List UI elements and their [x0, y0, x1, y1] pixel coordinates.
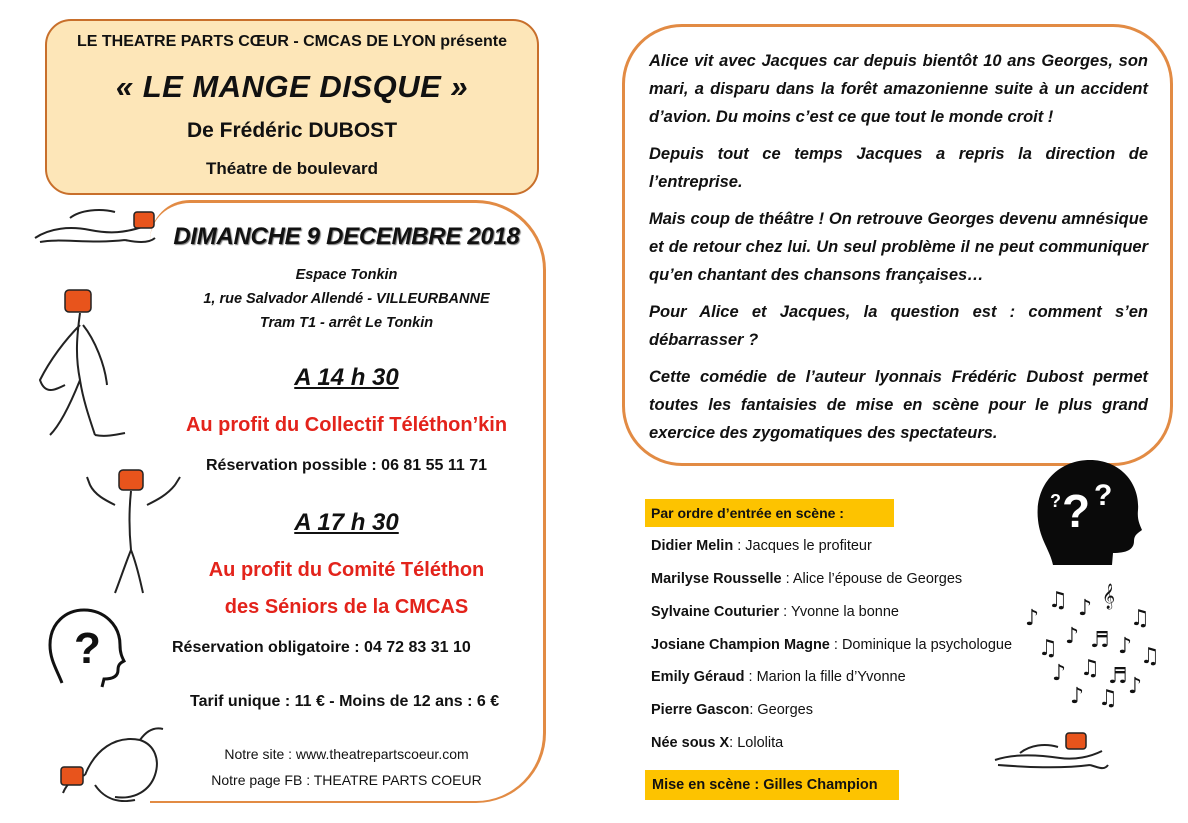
svg-text:♪: ♪: [1118, 634, 1133, 659]
show1-benefit: Au profit du Collectif Téléthon’kin: [185, 414, 508, 436]
music-notes-icon: [1020, 585, 1160, 710]
actor-name: Emily Géraud: [651, 669, 745, 685]
event-info-box: [150, 200, 546, 803]
actor-name: Sylvaine Couturier: [651, 604, 780, 620]
header-box: [45, 19, 539, 195]
synopsis-text: [649, 47, 1148, 456]
svg-text:♬: ♬: [1090, 628, 1110, 653]
facebook-line: Notre page FB : THEATRE PARTS COEUR: [211, 772, 482, 788]
cast-line: [651, 604, 899, 620]
show2-reservation: Réservation obligatoire : 04 72 83 31 10: [172, 639, 471, 656]
actor-name: Didier Melin: [651, 538, 734, 554]
cast-line: [651, 637, 1012, 653]
svg-text:♫: ♫: [1098, 686, 1118, 711]
ticket-price: Tarif unique : 11 € - Moins de 12 ans : 6 €: [190, 693, 500, 710]
question-head-icon: [1028, 455, 1143, 570]
play-author: De Frédéric DUBOST: [186, 119, 398, 142]
venue-transport: Tram T1 - arrêt Le Tonkin: [259, 315, 434, 331]
synopsis-paragraph: Mais coup de théâtre ! On retrouve Georges devenu amnésique et de retour chez lui. Un seul problème il ne peut communiquer qu’en chantant des chansons françaises…: [649, 210, 1148, 284]
role-name: : Yvonne la bonne: [779, 604, 899, 620]
role-name: : Marion la fille d’Yvonne: [744, 669, 906, 685]
synopsis-paragraph: Cette comédie de l’auteur lyonnais Frédéric Dubost permet toutes les fantaisies de mise en scène pour le plus grand exercice des zygomatiques des spectateurs.: [649, 368, 1148, 442]
venue-name: Espace Tonkin: [295, 267, 398, 283]
cast-line: [651, 669, 906, 685]
synopsis-paragraph: Depuis tout ce temps Jacques a repris la direction de l’entreprise.: [649, 145, 1148, 191]
question-head-icon: [42, 605, 127, 690]
cast-heading: Par ordre d’entrée en scène :: [645, 499, 894, 527]
svg-text:♪: ♪: [1052, 661, 1067, 686]
svg-text:♪: ♪: [1070, 684, 1085, 709]
svg-text:♫: ♫: [1130, 606, 1150, 631]
role-name: : Georges: [749, 702, 813, 718]
cast-line: [651, 571, 962, 587]
role-name: : Jacques le profiteur: [733, 538, 872, 554]
svg-text:♫: ♫: [1038, 636, 1058, 661]
director-line: Mise en scène : Gilles Champion: [645, 770, 899, 800]
svg-text:♪: ♪: [1025, 606, 1040, 631]
show2-benefit-line1: Au profit du Comité Téléthon: [208, 559, 485, 581]
svg-text:♫: ♫: [1080, 656, 1100, 681]
actor-name: Marilyse Rousselle: [651, 571, 782, 587]
shrugging-figure-icon: [85, 465, 185, 595]
svg-text:?: ?: [1050, 491, 1061, 511]
play-genre: Théatre de boulevard: [206, 159, 378, 178]
actor-name: Née sous X: [651, 735, 730, 751]
svg-text:𝄞: 𝄞: [1102, 584, 1116, 609]
show1-reservation: Réservation possible : 06 81 55 11 71: [206, 457, 488, 474]
cast-line: [651, 538, 872, 554]
event-date: DIMANCHE 9 DECEMBRE 2018: [173, 223, 520, 250]
play-title: « LE MANGE DISQUE »: [115, 69, 469, 104]
synopsis-box: [622, 24, 1173, 466]
svg-text:?: ?: [1062, 485, 1091, 537]
website-line: Notre site : www.theatrepartscoeur.com: [224, 746, 469, 762]
svg-text:♪: ♪: [1078, 596, 1093, 621]
actor-name: Josiane Champion Magne: [651, 637, 830, 653]
kneeling-figure-icon: [55, 715, 165, 810]
venue-address: 1, rue Salvador Allendé - VILLEURBANNE: [203, 291, 490, 307]
synopsis-paragraph: Alice vit avec Jacques car depuis bientôt 10 ans Georges, son mari, a disparu dans la forêt amazonienne suite à un accident d’avion. Du moins c’est ce que tout le monde croit !: [649, 52, 1148, 126]
actor-name: Pierre Gascon: [651, 702, 750, 718]
svg-text:?: ?: [1094, 479, 1113, 512]
reclining-figure-icon: [990, 725, 1110, 780]
role-name: : Alice l’épouse de Georges: [781, 571, 963, 587]
svg-text:?: ?: [74, 624, 101, 673]
presents-line: LE THEATRE PARTS CŒUR - CMCAS DE LYON présente: [77, 33, 507, 50]
cast-line: [651, 702, 813, 718]
show2-benefit-line2: des Séniors de la CMCAS: [224, 596, 469, 618]
show2-time: A 17 h 30: [294, 509, 399, 536]
svg-text:♫: ♫: [1140, 644, 1160, 669]
role-name: : Lololita: [729, 735, 784, 751]
svg-text:♫: ♫: [1048, 588, 1068, 613]
svg-text:♪: ♪: [1065, 624, 1080, 649]
svg-text:♬: ♬: [1108, 664, 1128, 689]
svg-text:♪: ♪: [1128, 674, 1143, 699]
cast-line: [651, 735, 783, 751]
show1-time: A 14 h 30: [294, 364, 399, 391]
standing-figure-icon: [35, 285, 135, 445]
reclining-figure-icon: [30, 198, 160, 258]
synopsis-paragraph: Pour Alice et Jacques, la question est : comment s’en débarrasser ?: [649, 303, 1148, 349]
role-name: : Dominique la psychologue: [829, 637, 1013, 653]
